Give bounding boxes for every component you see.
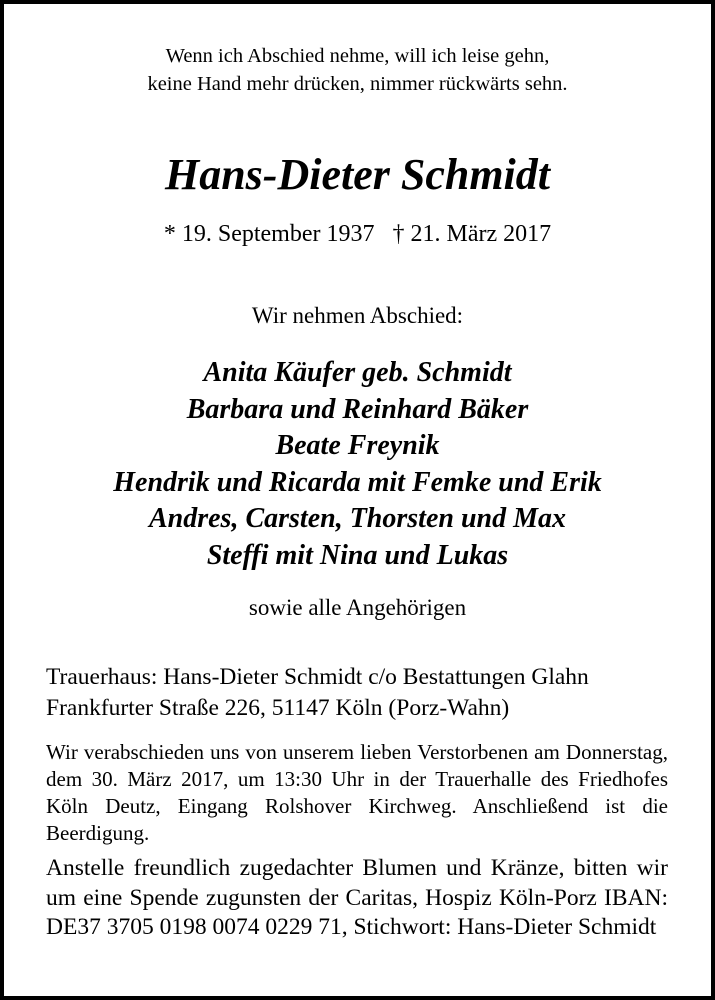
mourner-name: Beate Freynik — [275, 430, 440, 461]
deceased-name: Hans-Dieter Schmidt — [164, 150, 551, 199]
mourners-list — [24, 355, 691, 574]
poem-line: Wenn ich Abschied nehme, will ich leise gehn, — [165, 45, 550, 67]
mourning-house-line: Trauerhaus: Hans-Dieter Schmidt c/o Bestattungen Glahn — [46, 664, 589, 690]
mourner-name: Anita Käufer geb. Schmidt — [203, 357, 512, 388]
life-dates: * 19. September 1937 † 21. März 2017 — [163, 221, 552, 247]
donation-request: Anstelle freundlich zugedachter Blumen und Kränze, bitten wir um eine Spende zugunsten der Caritas, Hospiz Köln-Porz IBAN: DE37 3705 0198 0074 0229 71, Stichwort: Hans-Dieter Schmidt — [46, 855, 668, 940]
farewell-intro: Wir nehmen Abschied: — [251, 303, 464, 328]
mourning-house-address — [46, 662, 671, 723]
service-details: Wir verabschieden uns von unserem lieben Verstorbenen am Donnerstag, dem 30. März 2017, um 13:30 Uhr in der Trauerhalle des Friedhofes Köln Deutz, Eingang Rolshover Kirchweg. Anschließend ist die Beerdigung. — [46, 740, 668, 845]
poem-line: keine Hand mehr drücken, nimmer rückwärts sehn. — [147, 73, 568, 95]
mourner-name: Hendrik und Ricarda mit Femke und Erik — [113, 466, 602, 498]
mourning-house-line: Frankfurter Straße 226, 51147 Köln (Porz-Wahn) — [46, 694, 510, 721]
farewell-poem — [34, 42, 681, 98]
relatives-note: sowie alle Angehörigen — [248, 595, 467, 620]
mourner-name: Barbara und Reinhard Bäker — [186, 393, 529, 425]
mourner-name: Andres, Carsten, Thorsten und Max — [148, 503, 566, 534]
mourner-name: Steffi mit Nina und Lukas — [206, 539, 509, 571]
